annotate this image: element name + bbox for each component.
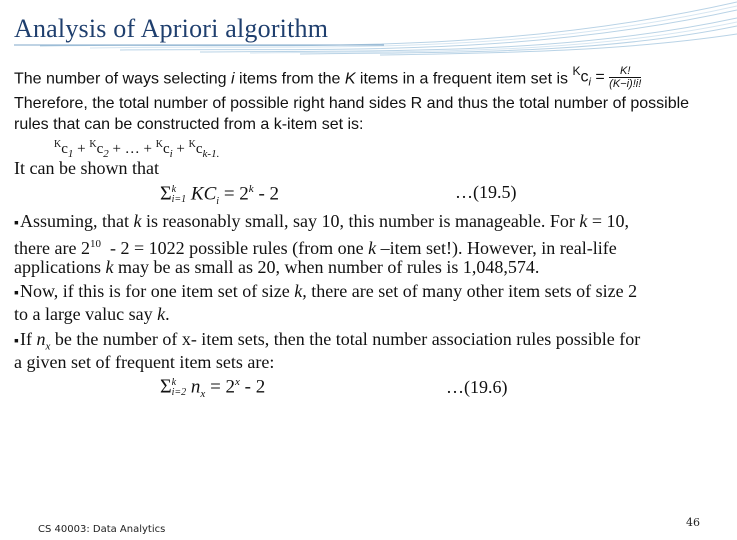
bullet-assuming-line2: there are $2^{10} - 2 = 1022$ possible rules (from one k –item set!). However, in real-life [14,238,617,258]
bullet-assuming-line3: applications k may be as small as 20, when number of rules is 1,048,574. [14,257,540,277]
paragraph-therefore: Therefore, the total number of possible right hand sides R and thus the total number of possible [14,95,690,112]
bullet-if-nx-line2: a given set of frequent item sets are: [14,352,275,372]
sum-of-combinations: $^Kc_1 + ^Kc_2$ + … + $^Kc_i + ^Kc_{k-1.}$ [54,139,220,160]
paragraph-shown-that: It can be shown that [14,158,159,178]
equation-number-19-5: …(19.5) [455,182,517,202]
formula-numerator: K! [609,65,641,78]
text-segment: items from the [234,70,345,88]
slide-title: Analysis of Apriori algorithm [14,14,329,43]
page-number: 46 [686,516,700,529]
bullet-assuming: ▪Assuming, that k is reasonably small, say 10, this number is manageable. For k = 10, [14,211,630,231]
variable-K: K [344,70,356,88]
bullet-now-if-line2: to a large valuc say k. [14,304,170,324]
bullet-if-nx: ▪If $n_x$ be the number of x- item sets, then the total number association rules possible for [14,329,641,353]
bullet-marker-icon: ▪ [14,286,19,301]
variable-i: i [231,70,235,88]
formula-denominator: (K−i)!i! [609,77,642,90]
equation-number-19-6: …(19.6) [446,377,508,397]
equation-19-5: Σ k i=1 $KC_i = 2^k - 2$ [160,182,280,208]
equation-19-6: Σ k i=2 $n_x = 2^x - 2$ [160,375,266,401]
combination-formula: $^Kc_i$ = $\frac{K!}{(K-i)!i!}$ [572,64,642,90]
bullet-marker-icon: ▪ [14,334,19,349]
paragraph-rules-constructed: rules that can be constructed from a k-item set is: [14,116,364,133]
footer-course: CS 40003: Data Analytics [38,524,166,535]
formula-sub-i: i [588,76,591,89]
formula-equals: = [590,68,610,86]
bullet-marker-icon: ▪ [14,216,19,231]
bullet-now-if: ▪Now, if this is for one item set of size k, there are set of many other item sets of size 2 [14,281,638,301]
text-segment: The number of ways selecting [14,70,231,88]
text-segment: items in a frequent item set is [355,70,573,88]
